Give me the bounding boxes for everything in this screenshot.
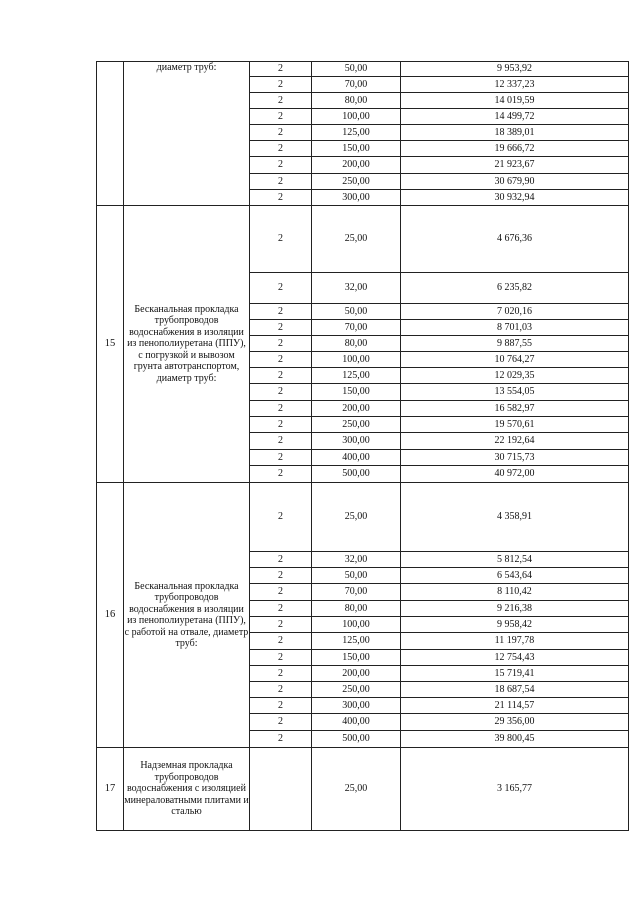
- diameter-cell: 300,00: [312, 190, 401, 206]
- price-cell: 18 389,01: [401, 125, 629, 141]
- price-cell: 4 676,36: [401, 206, 629, 273]
- pipe-count-cell: 2: [250, 174, 312, 190]
- pipe-count-cell: 2: [250, 433, 312, 450]
- pipe-count-cell: 2: [250, 304, 312, 320]
- price-cell: 30 932,94: [401, 190, 629, 206]
- price-cell: 40 972,00: [401, 466, 629, 483]
- price-cell: 21 114,57: [401, 698, 629, 714]
- price-cell: 7 020,16: [401, 304, 629, 320]
- diameter-cell: 70,00: [312, 320, 401, 336]
- pipe-count-cell: 2: [250, 601, 312, 617]
- price-cell: 8 110,42: [401, 584, 629, 601]
- pipe-count-cell: 2: [250, 77, 312, 93]
- price-cell: 9 216,38: [401, 601, 629, 617]
- price-cell: 19 666,72: [401, 141, 629, 157]
- price-cell: 12 337,23: [401, 77, 629, 93]
- diameter-cell: 500,00: [312, 731, 401, 748]
- price-cell: 39 800,45: [401, 731, 629, 748]
- diameter-cell: 400,00: [312, 714, 401, 731]
- price-cell: 21 923,67: [401, 157, 629, 174]
- pipe-count-cell: 2: [250, 368, 312, 384]
- price-cell: 9 887,55: [401, 336, 629, 352]
- diameter-cell: 200,00: [312, 666, 401, 682]
- diameter-cell: 300,00: [312, 433, 401, 450]
- diameter-cell: 150,00: [312, 650, 401, 666]
- price-cell: 11 197,78: [401, 633, 629, 650]
- pipe-count-cell: 2: [250, 190, 312, 206]
- item-number: 16: [97, 483, 124, 748]
- pipe-count-cell: 2: [250, 650, 312, 666]
- pipe-count-cell: 2: [250, 698, 312, 714]
- diameter-cell: 25,00: [312, 748, 401, 831]
- pipe-count-cell: 2: [250, 568, 312, 584]
- price-cell: 16 582,97: [401, 401, 629, 417]
- item-description: Бесканальная прокладка трубопроводов водоснабжения в изоляции из пенополиуретана (ППУ), с работой на отвале, диаметр труб:: [124, 483, 250, 748]
- diameter-cell: 250,00: [312, 417, 401, 433]
- diameter-cell: 70,00: [312, 77, 401, 93]
- pipe-count-cell: 2: [250, 93, 312, 109]
- pipe-count-cell: 2: [250, 731, 312, 748]
- pipe-count-cell: 2: [250, 584, 312, 601]
- pipe-count-cell: 2: [250, 206, 312, 273]
- diameter-cell: 200,00: [312, 401, 401, 417]
- price-cell: 12 029,35: [401, 368, 629, 384]
- diameter-cell: 50,00: [312, 568, 401, 584]
- price-cell: 30 715,73: [401, 450, 629, 466]
- price-cell: 8 701,03: [401, 320, 629, 336]
- diameter-cell: 100,00: [312, 352, 401, 368]
- diameter-cell: 50,00: [312, 62, 401, 77]
- diameter-cell: 25,00: [312, 206, 401, 273]
- item-number: 17: [97, 748, 124, 831]
- diameter-cell: 32,00: [312, 273, 401, 304]
- item-description: Бесканальная прокладка трубопроводов водоснабжения в изоляции из пенополиуретана (ППУ), с погрузкой и вывозом грунта автотранспортом, диаметр труб:: [124, 206, 250, 483]
- price-cell: 6 543,64: [401, 568, 629, 584]
- diameter-cell: 125,00: [312, 125, 401, 141]
- price-table-body: [97, 62, 629, 831]
- pipe-count-cell: 2: [250, 682, 312, 698]
- item-description: диаметр труб:: [124, 62, 250, 206]
- price-cell: 22 192,64: [401, 433, 629, 450]
- price-cell: 30 679,90: [401, 174, 629, 190]
- pipe-count-cell: 2: [250, 633, 312, 650]
- price-table: [96, 61, 629, 831]
- diameter-cell: 300,00: [312, 698, 401, 714]
- pipe-count-cell: 2: [250, 714, 312, 731]
- diameter-cell: 80,00: [312, 336, 401, 352]
- diameter-cell: 150,00: [312, 141, 401, 157]
- table-row: [97, 206, 629, 273]
- price-cell: 5 812,54: [401, 552, 629, 568]
- item-number: [97, 62, 124, 206]
- pipe-count-cell: 2: [250, 617, 312, 633]
- price-cell: 6 235,82: [401, 273, 629, 304]
- pipe-count-cell: 2: [250, 336, 312, 352]
- price-cell: 3 165,77: [401, 748, 629, 831]
- pipe-count-cell: 2: [250, 384, 312, 401]
- diameter-cell: 80,00: [312, 93, 401, 109]
- pipe-count-cell: 2: [250, 62, 312, 77]
- diameter-cell: 125,00: [312, 368, 401, 384]
- price-cell: 9 958,42: [401, 617, 629, 633]
- diameter-cell: 150,00: [312, 384, 401, 401]
- item-description: Надземная прокладка трубопроводов водоснабжения с изоляцией минераловатными плитами и сталью: [124, 748, 250, 831]
- diameter-cell: 32,00: [312, 552, 401, 568]
- pipe-count-cell: [250, 748, 312, 831]
- diameter-cell: 50,00: [312, 304, 401, 320]
- pipe-count-cell: 2: [250, 125, 312, 141]
- price-cell: 18 687,54: [401, 682, 629, 698]
- diameter-cell: 70,00: [312, 584, 401, 601]
- diameter-cell: 100,00: [312, 617, 401, 633]
- price-cell: 4 358,91: [401, 483, 629, 552]
- diameter-cell: 250,00: [312, 682, 401, 698]
- table-row: [97, 62, 629, 77]
- pipe-count-cell: 2: [250, 320, 312, 336]
- price-cell: 15 719,41: [401, 666, 629, 682]
- price-cell: 14 499,72: [401, 109, 629, 125]
- pipe-count-cell: 2: [250, 352, 312, 368]
- price-cell: 12 754,43: [401, 650, 629, 666]
- table-row: [97, 748, 629, 831]
- diameter-cell: 400,00: [312, 450, 401, 466]
- diameter-cell: 500,00: [312, 466, 401, 483]
- pipe-count-cell: 2: [250, 552, 312, 568]
- pipe-count-cell: 2: [250, 450, 312, 466]
- pipe-count-cell: 2: [250, 666, 312, 682]
- price-cell: 19 570,61: [401, 417, 629, 433]
- pipe-count-cell: 2: [250, 157, 312, 174]
- price-cell: 10 764,27: [401, 352, 629, 368]
- diameter-cell: 100,00: [312, 109, 401, 125]
- pipe-count-cell: 2: [250, 109, 312, 125]
- item-number: 15: [97, 206, 124, 483]
- price-cell: 14 019,59: [401, 93, 629, 109]
- diameter-cell: 200,00: [312, 157, 401, 174]
- diameter-cell: 125,00: [312, 633, 401, 650]
- pipe-count-cell: 2: [250, 401, 312, 417]
- table-row: [97, 483, 629, 552]
- diameter-cell: 80,00: [312, 601, 401, 617]
- pipe-count-cell: 2: [250, 483, 312, 552]
- price-cell: 13 554,05: [401, 384, 629, 401]
- pipe-count-cell: 2: [250, 273, 312, 304]
- diameter-cell: 250,00: [312, 174, 401, 190]
- diameter-cell: 25,00: [312, 483, 401, 552]
- pipe-count-cell: 2: [250, 466, 312, 483]
- price-cell: 29 356,00: [401, 714, 629, 731]
- pipe-count-cell: 2: [250, 141, 312, 157]
- price-cell: 9 953,92: [401, 62, 629, 77]
- pipe-count-cell: 2: [250, 417, 312, 433]
